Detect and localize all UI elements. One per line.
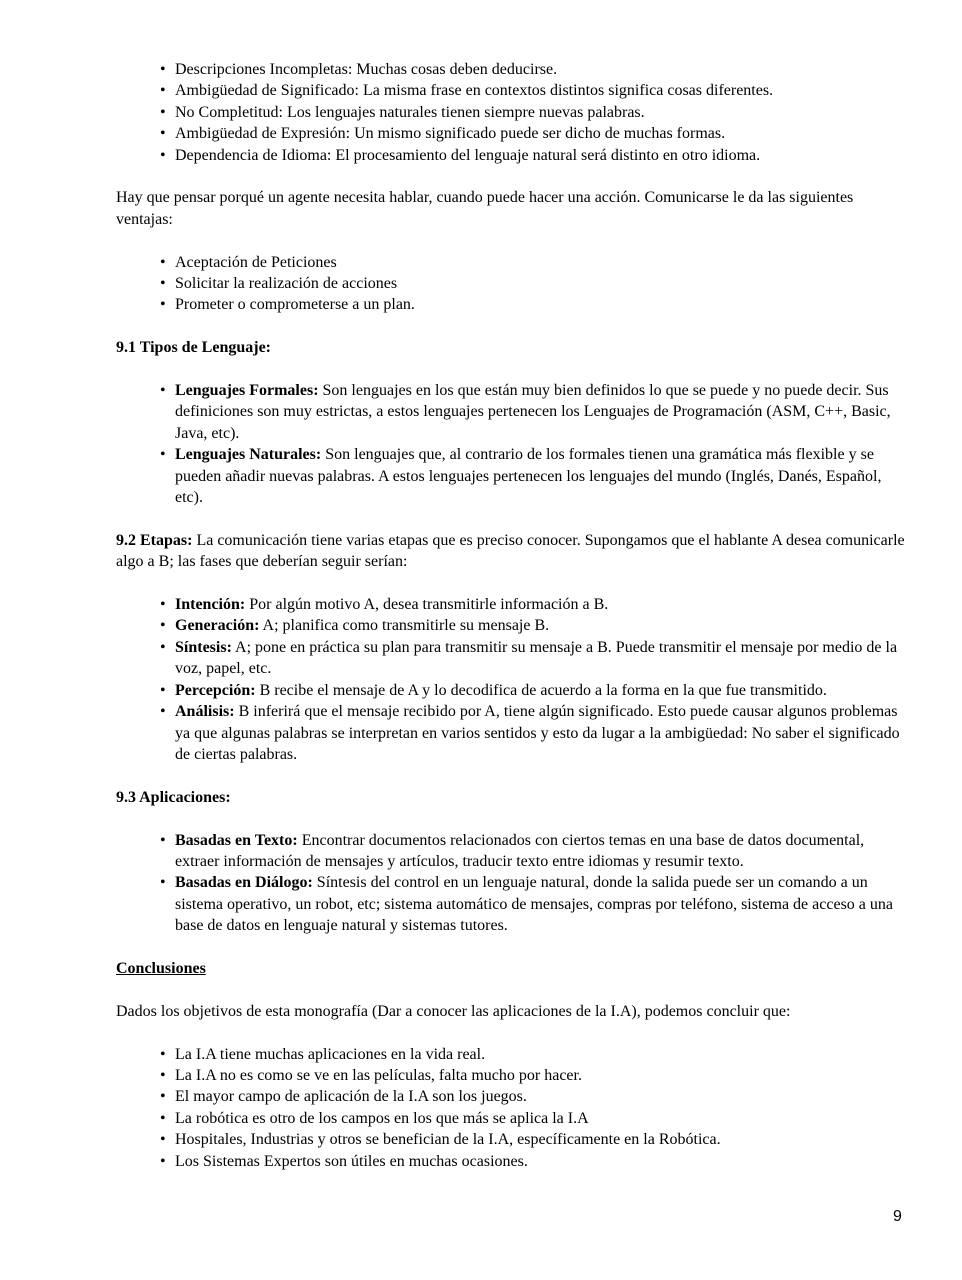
stages-list: [160, 594, 906, 765]
list-item: [160, 830, 906, 873]
page-number: 9: [893, 1208, 902, 1225]
section-heading-9-3: 9.3 Aplicaciones:: [116, 788, 231, 806]
list-item: • No Completitud: Los lenguajes naturales tienen siempre nuevas palabras.: [160, 102, 906, 123]
list-item: • La robótica es otro de los campos en los que más se aplica la I.A: [160, 1108, 906, 1129]
section-9-2-text: La comunicación tiene varias etapas que es preciso conocer. Supongamos que el hablante A desea comunicarle algo a B; las fases que deberían seguir serían:: [116, 531, 905, 571]
item-text: B recibe el mensaje de A y lo decodifica de acuerdo a la forma en la que fue transmitido.: [255, 681, 827, 699]
item-term: Lenguajes Naturales:: [175, 446, 322, 464]
advantages-list: [160, 252, 906, 316]
item-term: Percepción:: [175, 681, 256, 699]
list-item: [160, 872, 906, 936]
list-item: • Solicitar la realización de acciones: [160, 273, 906, 294]
list-item: • Ambigüedad de Expresión: Un mismo significado puede ser dicho de muchas formas.: [160, 123, 906, 144]
list-item: [160, 615, 906, 636]
section-heading-9-2: 9.2 Etapas:: [116, 531, 193, 549]
item-text: B inferirá que el mensaje recibido por A, tiene algún significado. Esto puede causar algunos problemas ya que algunas palabras se interpretan en varios sentidos y esto da lugar a la ambigüedad: No saber el significado de ciertas palabras.: [175, 703, 900, 763]
item-term: Generación:: [175, 617, 260, 635]
item-term: Basadas en Texto:: [175, 831, 298, 849]
paragraph-communication: Hay que pensar porqué un agente necesita hablar, cuando puede hacer una acción. Comunicarse le da las siguientes ventajas:: [116, 189, 854, 228]
applications-list: [160, 830, 906, 937]
item-text: Síntesis del control en un lenguaje natural, donde la salida puede ser un comando a un sistema operativo, un robot, etc; sistema automático de mensajes, compras por teléfono, sistema de acceso a una base de datos en lenguaje natural y sistemas tutores.: [175, 874, 893, 935]
item-term: Intención:: [175, 596, 246, 614]
list-item: • Hospitales, Industrias y otros se benefician de la I.A, específicamente en la Robótica.: [160, 1129, 906, 1150]
conclusions-heading: Conclusiones: [116, 959, 206, 977]
list-item: [160, 701, 906, 765]
item-term: Síntesis:: [175, 638, 232, 656]
list-item: • Dependencia de Idioma: El procesamiento del lenguaje natural será distinto en otro idioma.: [160, 145, 906, 166]
list-item: • Aceptación de Peticiones: [160, 252, 906, 273]
list-item: • La I.A tiene muchas aplicaciones en la vida real.: [160, 1044, 906, 1065]
conclusions-intro: Dados los objetivos de esta monografía (Dar a conocer las aplicaciones de la I.A), podemos concluir que:: [116, 1002, 791, 1020]
item-text: Por algún motivo A, desea transmitirle información a B.: [245, 596, 609, 614]
item-text: A; planifica como transmitirle su mensaje B.: [259, 617, 550, 635]
item-text: Son lenguajes que, al contrario de los formales tienen una gramática más flexible y se pueden añadir nuevas palabras. A estos lenguajes pertenecen los lenguajes del mundo (Inglés, Danés, Español, etc).: [175, 446, 882, 507]
list-item: [160, 444, 906, 508]
list-item: • Los Sistemas Expertos son útiles en muchas ocasiones.: [160, 1151, 906, 1172]
list-item: • Descripciones Incompletas: Muchas cosas deben deducirse.: [160, 59, 906, 80]
item-term: Lenguajes Formales:: [175, 382, 319, 400]
list-item: • El mayor campo de aplicación de la I.A son los juegos.: [160, 1086, 906, 1107]
list-item: • Ambigüedad de Significado: La misma frase en contextos distintos significa cosas diferentes.: [160, 80, 906, 101]
item-text: Encontrar documentos relacionados con ciertos temas en una base de datos documental, extraer información de mensajes y artículos, traducir texto entre idiomas y resumir texto.: [175, 831, 865, 870]
list-item: [160, 637, 906, 680]
list-item: [160, 680, 906, 701]
conclusions-list: [160, 1044, 906, 1172]
item-text: A; pone en práctica su plan para transmitir su mensaje a B. Puede transmitir el mensaje por medio de la voz, papel, etc.: [175, 638, 898, 678]
list-item: • La I.A no es como se ve en las películas, falta mucho por hacer.: [160, 1065, 906, 1086]
list-item: [160, 594, 906, 615]
item-term: Análisis:: [175, 703, 235, 721]
item-text: Son lenguajes en los que están muy bien definidos lo que se puede y no puede decir. Sus definiciones son muy estrictas, a estos lenguajes pertenecen los Lenguajes de Programación (ASM, C++, Basic, Java, etc).: [175, 382, 891, 442]
item-term: Basadas en Diálogo:: [175, 874, 313, 892]
section-9-2-intro: [116, 530, 906, 573]
list-item: • Prometer o comprometerse a un plan.: [160, 294, 906, 315]
document-page: [116, 59, 906, 1172]
list-item: [160, 380, 906, 444]
language-problems-list: [160, 59, 906, 166]
section-heading-9-1: 9.1 Tipos de Lenguaje:: [116, 339, 271, 357]
language-types-list: [160, 380, 906, 508]
